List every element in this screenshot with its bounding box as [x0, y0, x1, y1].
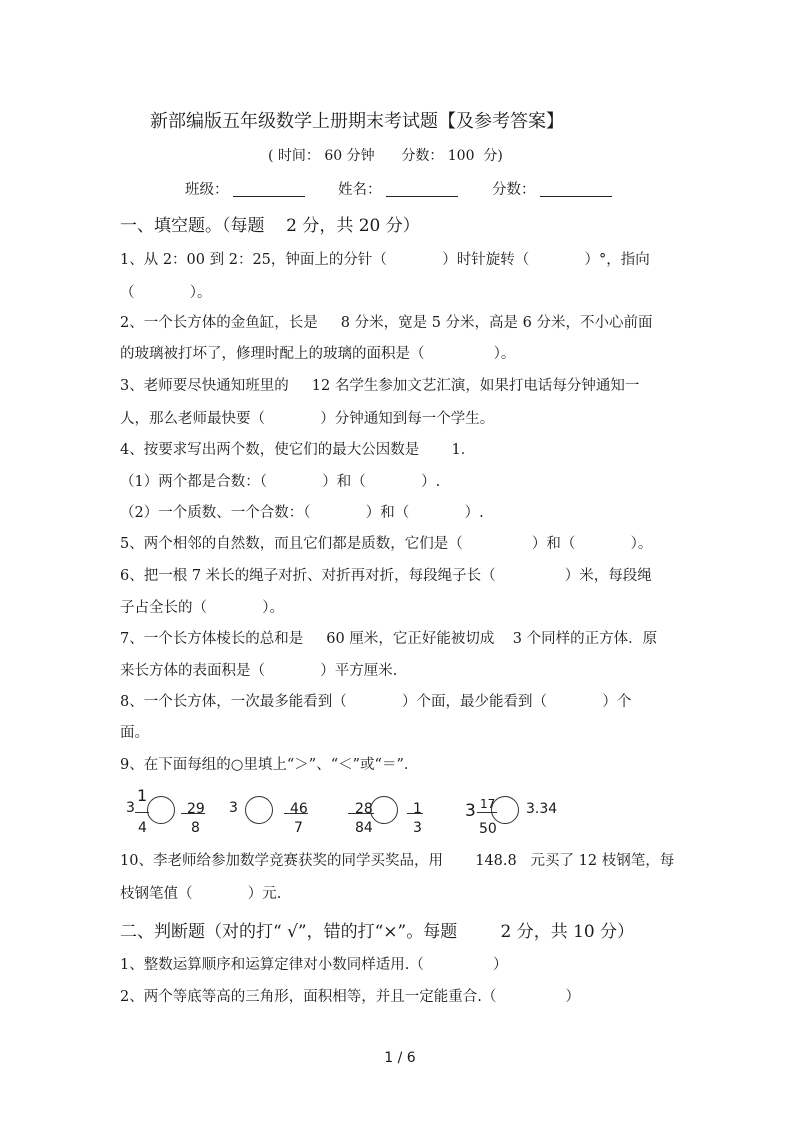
- fraction-bar: [284, 813, 308, 814]
- mixed-whole: 3: [465, 801, 476, 821]
- question-line: 3、老师要尽快通知班里的 12 名学生参加文艺汇演，如果打电话每分钟通知一: [120, 378, 640, 394]
- question-line: 子占全长的（ ）。: [120, 600, 285, 616]
- question-line: 7、一个长方体棱长的总和是 60 厘米，它正好能被切成 3 个同样的正方体．原: [120, 631, 658, 647]
- question-line: （1）两个都是合数：（ ）和（ ）.: [120, 474, 441, 490]
- decimal-number: 3.34: [526, 801, 558, 817]
- question-line: 5、两个相邻的自然数，而且它们都是质数，它们是（ ）和（ ）。: [120, 536, 653, 552]
- fraction-numerator: 1: [413, 801, 422, 817]
- question-line: 8、一个长方体，一次最多能看到（ ）个面，最少能看到（ ）个: [120, 694, 632, 710]
- score-blank[interactable]: [540, 196, 612, 197]
- question-line: 1、整数运算顺序和运算定律对小数同样适用.（ ）: [120, 957, 508, 973]
- question-line: 来长方体的表面积是（ ）平方厘米.: [120, 663, 398, 679]
- fraction-denominator: 4: [138, 820, 147, 836]
- section1-heading: 一、填空题。（每题 2 分，共 20 分）: [120, 216, 420, 236]
- name-blank[interactable]: [386, 196, 458, 197]
- fraction-bar: [407, 813, 423, 814]
- question-line: 6、把一根 7 米长的绳子对折、对折再对折，每段绳子长（ ）米，每段绳: [120, 568, 652, 584]
- compare-circle[interactable]: [370, 796, 398, 824]
- fraction-bar: [181, 813, 205, 814]
- fraction-denominator: 3: [413, 820, 422, 836]
- question-line: 4、按要求写出两个数，使它们的最大公因数是 1．: [120, 442, 476, 458]
- question-line: 2、两个等底等高的三角形，面积相等，并且一定能重合.（ ）: [120, 989, 580, 1005]
- compare-circle[interactable]: [245, 796, 273, 824]
- question-line: 的玻璃被打坏了，修理时配上的玻璃的面积是（ ）。: [120, 346, 516, 362]
- question-line: （ ）。: [120, 285, 212, 301]
- name-label: 姓名：: [338, 182, 382, 198]
- question-line: 9、在下面每组的○里填上“＞”、“＜”或“＝”．: [120, 757, 419, 773]
- class-label: 班级：: [185, 182, 229, 198]
- fraction-numerator: 46: [290, 801, 308, 817]
- fraction-numerator: 17: [480, 797, 496, 811]
- fraction-denominator: 84: [355, 820, 373, 836]
- page-title: 新部编版五年级数学上册期末考试题【及参考答案】: [150, 111, 564, 132]
- whole-number: 3: [229, 800, 238, 816]
- exam-subtitle: ( 时间： 60 分钟 分数： 100 分): [268, 148, 503, 164]
- score-label: 分数：: [492, 182, 536, 198]
- fraction-denominator: 8: [191, 820, 200, 836]
- fraction-numerator: 29: [187, 801, 205, 817]
- class-blank[interactable]: [233, 196, 305, 197]
- fraction-numerator: 28: [355, 801, 373, 817]
- question-line: 枝钢笔值（ ）元.: [120, 886, 282, 902]
- question-line: 1、从 2：00 到 2：25，钟面上的分针（ ）时针旋转（ ）°，指向: [120, 252, 650, 268]
- compare-circle[interactable]: [147, 796, 175, 824]
- fraction-numerator: 1: [137, 786, 148, 805]
- question-line: 面。: [120, 725, 149, 741]
- section2-heading: 二、判断题（对的打“ √”，错的打“×”。每题 2 分，共 10 分）: [120, 922, 635, 942]
- fraction-denominator: 7: [294, 820, 303, 836]
- fraction-denominator: 50: [479, 821, 497, 837]
- mixed-whole: 3: [126, 800, 135, 816]
- compare-circle[interactable]: [491, 796, 519, 824]
- question-line: 10、李老师给参加数学竞赛获奖的同学买奖品，用 148.8 元买了 12 枝钢笔，每: [120, 853, 675, 869]
- question-line: （2）一个质数、一个合数：（ ）和（ ）.: [120, 505, 484, 521]
- question-line: 2、一个长方体的金鱼缸，长是 8 分米，宽是 5 分米，高是 6 分米，不小心前面: [120, 315, 653, 331]
- page-number: 1 / 6: [384, 1050, 416, 1066]
- question-line: 人，那么老师最快要（ ）分钟通知到每一个学生。: [120, 411, 495, 427]
